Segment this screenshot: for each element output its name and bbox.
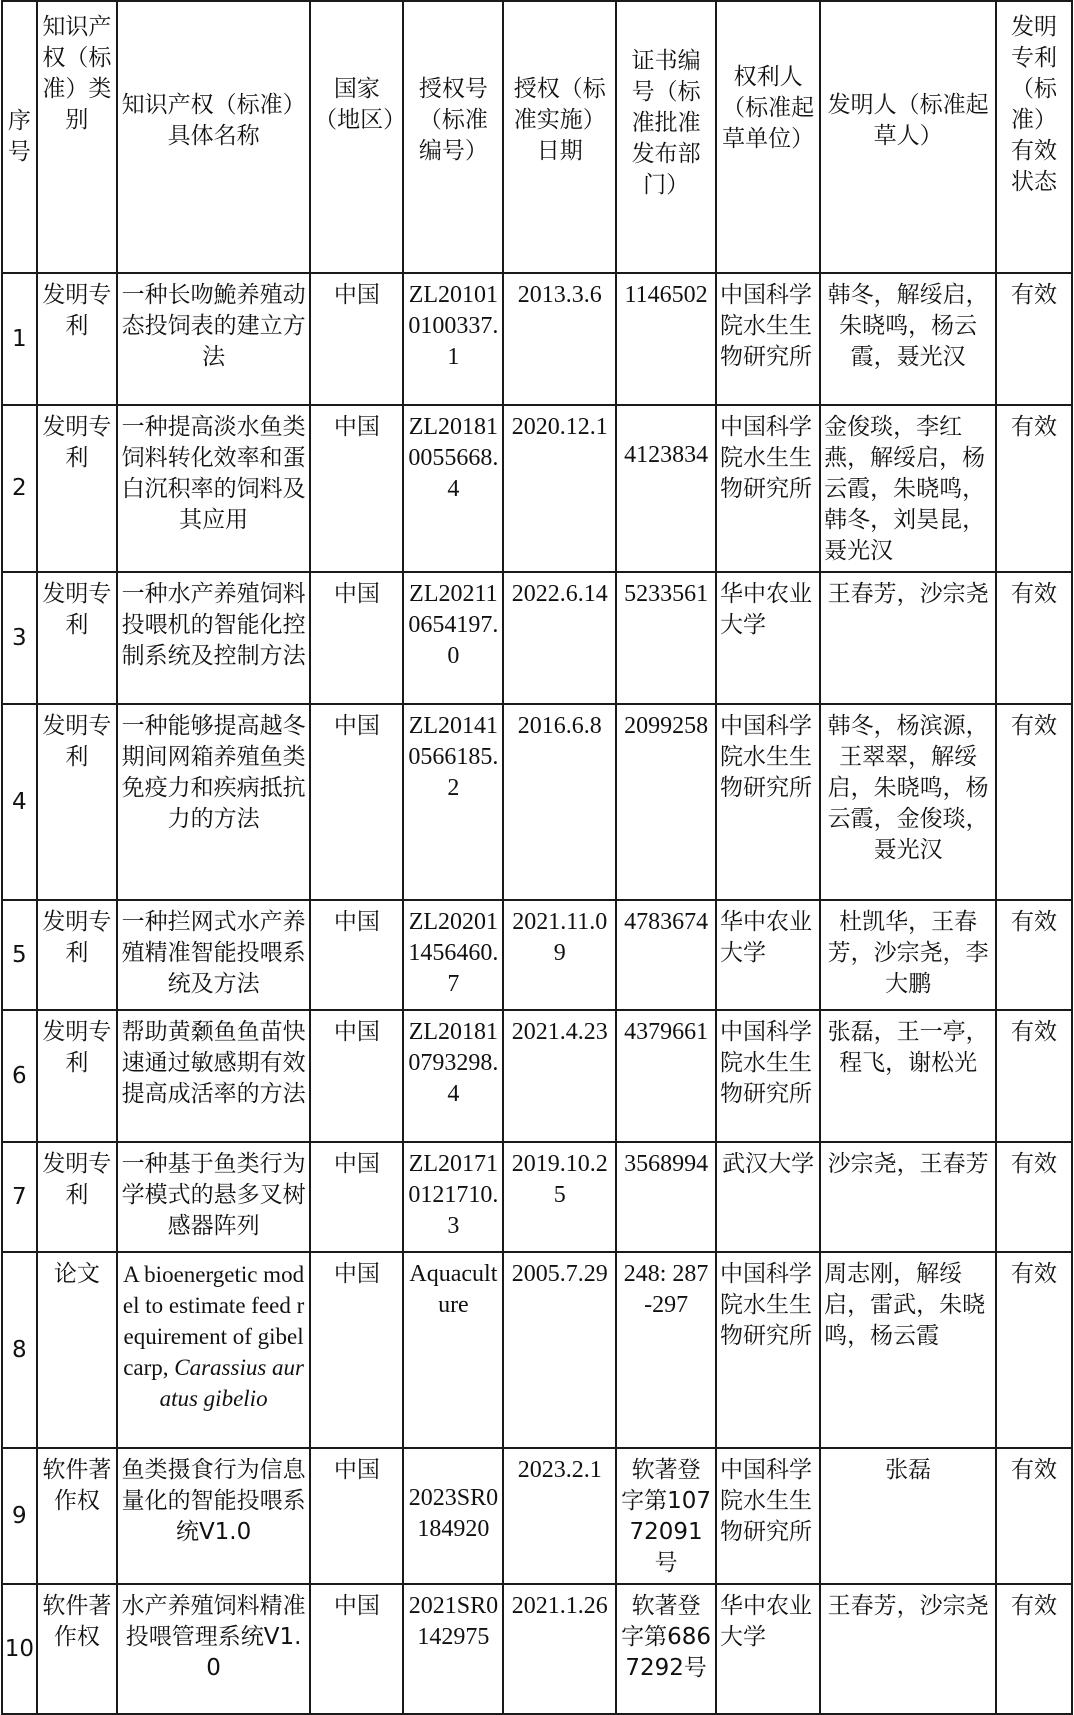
- table-row: [2, 405, 1072, 572]
- header-inventors: 发明人（标准起草人）: [820, 1, 996, 273]
- cell-name: 帮助黄颡鱼鱼苗快速通过敏感期有效提高成活率的方法: [117, 1010, 310, 1142]
- cell-date: 2021.4.23: [503, 1010, 616, 1142]
- cell-date: 2021.11.09: [503, 900, 616, 1010]
- cell-name: 一种水产养殖饲料投喂机的智能化控制系统及控制方法: [117, 572, 310, 704]
- cell-name: 一种提高淡水鱼类饲料转化效率和蛋白沉积率的饲料及其应用: [117, 405, 310, 572]
- cell-date: 2022.6.14: [503, 572, 616, 704]
- cell-auth-no: ZL201810055668.4: [403, 405, 503, 572]
- cell-status: 有效: [996, 1142, 1072, 1252]
- cell-status: 有效: [996, 1584, 1072, 1714]
- cell-name: 一种基于鱼类行为学模式的悬多叉树感器阵列: [117, 1142, 310, 1252]
- cell-holder: 中国科学院水生生物研究所: [716, 1010, 820, 1142]
- table-row: [2, 1584, 1072, 1714]
- cell-inventors: 周志刚，解绥启，雷武，朱晓鸣，杨云霞: [820, 1252, 996, 1448]
- cell-auth-no: Aquaculture: [403, 1252, 503, 1448]
- cell-category: 发明专利: [37, 1010, 117, 1142]
- cell-inventors: 王春芳，沙宗尧: [820, 572, 996, 704]
- cell-cert: 4783674: [616, 900, 716, 1010]
- cell-country: 中国: [310, 1448, 403, 1584]
- cell-auth-no: ZL202011456460.7: [403, 900, 503, 1010]
- cell-date: 2016.6.8: [503, 704, 616, 900]
- cell-seq: 8: [2, 1252, 37, 1448]
- cell-holder: 华中农业大学: [716, 900, 820, 1010]
- cell-auth-no: ZL201710121710.3: [403, 1142, 503, 1252]
- cell-auth-no: ZL201410566185.2: [403, 704, 503, 900]
- table-row: [2, 572, 1072, 704]
- cell-inventors: 张磊，王一亭，程飞，谢松光: [820, 1010, 996, 1142]
- cell-name: 一种长吻鮠养殖动态投饲表的建立方法: [117, 273, 310, 405]
- cell-cert: 3568994: [616, 1142, 716, 1252]
- table-row: [2, 1010, 1072, 1142]
- cell-category: 发明专利: [37, 273, 117, 405]
- cell-date: 2020.12.1: [503, 405, 616, 572]
- cell-name: 水产养殖饲料精准投喂管理系统V1.0: [117, 1584, 310, 1714]
- header-seq: 序号: [2, 1, 37, 273]
- cell-holder: 中国科学院水生生物研究所: [716, 1252, 820, 1448]
- cell-cert: 248: 287-297: [616, 1252, 716, 1448]
- cell-inventors: 金俊琰，李红燕，解绥启，杨云霞，朱晓鸣，韩冬，刘昊昆，聂光汉: [820, 405, 996, 572]
- cell-seq: 10: [2, 1584, 37, 1714]
- table-row: [2, 900, 1072, 1010]
- paper-title: A bioenergetic model to estimate feed requirement of gibel carp,: [122, 1262, 305, 1380]
- header-holder: 权利人（标准起草单位）: [716, 1, 820, 273]
- cell-seq: 2: [2, 405, 37, 572]
- cell-inventors: 沙宗尧，王春芳: [820, 1142, 996, 1252]
- cell-name: 鱼类摄食行为信息量化的智能投喂系统V1.0: [117, 1448, 310, 1584]
- cell-auth-no: ZL202110654197.0: [403, 572, 503, 704]
- cell-seq: 9: [2, 1448, 37, 1584]
- cell-status: 有效: [996, 704, 1072, 900]
- cell-category: 发明专利: [37, 1142, 117, 1252]
- cell-cert: 1146502: [616, 273, 716, 405]
- cell-auth-no: ZL201010100337.1: [403, 273, 503, 405]
- table-row: [2, 1448, 1072, 1584]
- cell-seq: 1: [2, 273, 37, 405]
- cell-cert: 5233561: [616, 572, 716, 704]
- cell-name: 一种拦网式水产养殖精准智能投喂系统及方法: [117, 900, 310, 1010]
- header-status: 发明专利（标准）有效状态: [996, 1, 1072, 273]
- header-cert: 证书编号（标准批准发布部门）: [616, 1, 716, 273]
- cell-category: 发明专利: [37, 572, 117, 704]
- cell-name: 一种能够提高越冬期间网箱养殖鱼类免疫力和疾病抵抗力的方法: [117, 704, 310, 900]
- cell-cert: 软著登字第6867292号: [616, 1584, 716, 1714]
- cell-inventors: 杜凯华，王春芳，沙宗尧，李大鹏: [820, 900, 996, 1010]
- cell-inventors: 张磊: [820, 1448, 996, 1584]
- cell-status: 有效: [996, 1448, 1072, 1584]
- cell-status: 有效: [996, 1252, 1072, 1448]
- cell-cert: 2099258: [616, 704, 716, 900]
- cell-inventors: 王春芳，沙宗尧: [820, 1584, 996, 1714]
- cell-date: 2021.1.26: [503, 1584, 616, 1714]
- cell-status: 有效: [996, 572, 1072, 704]
- cell-holder: 武汉大学: [716, 1142, 820, 1252]
- cell-holder: 华中农业大学: [716, 1584, 820, 1714]
- cell-category: 软件著作权: [37, 1448, 117, 1584]
- cell-inventors: 韩冬，杨滨源，王翠翠，解绥启，朱晓鸣，杨云霞，金俊琰，聂光汉: [820, 704, 996, 900]
- cell-category: 发明专利: [37, 704, 117, 900]
- cell-cert: 4123834: [616, 405, 716, 572]
- cell-country: 中国: [310, 1584, 403, 1714]
- ip-table: [1, 0, 1073, 1715]
- cell-country: 中国: [310, 1142, 403, 1252]
- cell-country: 中国: [310, 704, 403, 900]
- cell-name: [117, 1252, 310, 1448]
- cell-country: 中国: [310, 900, 403, 1010]
- cell-country: 中国: [310, 405, 403, 572]
- cell-holder: 中国科学院水生生物研究所: [716, 405, 820, 572]
- cell-status: 有效: [996, 1010, 1072, 1142]
- species-name: Carassius auratus gibelio: [159, 1355, 304, 1411]
- cell-country: 中国: [310, 1252, 403, 1448]
- table-row: [2, 704, 1072, 900]
- cell-category: 论文: [37, 1252, 117, 1448]
- cell-seq: 6: [2, 1010, 37, 1142]
- cell-category: 发明专利: [37, 405, 117, 572]
- cell-holder: 中国科学院水生生物研究所: [716, 273, 820, 405]
- cell-status: 有效: [996, 900, 1072, 1010]
- table-row: [2, 1252, 1072, 1448]
- cell-country: 中国: [310, 273, 403, 405]
- cell-holder: 华中农业大学: [716, 572, 820, 704]
- cell-category: 发明专利: [37, 900, 117, 1010]
- cell-cert: 软著登字第10772091号: [616, 1448, 716, 1584]
- cell-seq: 7: [2, 1142, 37, 1252]
- header-country: 国家（地区）: [310, 1, 403, 273]
- cell-holder: 中国科学院水生生物研究所: [716, 1448, 820, 1584]
- cell-cert: 4379661: [616, 1010, 716, 1142]
- table-header-row: [2, 1, 1072, 273]
- cell-seq: 4: [2, 704, 37, 900]
- cell-date: 2019.10.25: [503, 1142, 616, 1252]
- cell-auth-no: ZL201810793298.4: [403, 1010, 503, 1142]
- header-date: 授权（标准实施）日期: [503, 1, 616, 273]
- table-row: [2, 1142, 1072, 1252]
- header-name: 知识产权（标准）具体名称: [117, 1, 310, 273]
- cell-country: 中国: [310, 1010, 403, 1142]
- cell-holder: 中国科学院水生生物研究所: [716, 704, 820, 900]
- cell-seq: 3: [2, 572, 37, 704]
- cell-status: 有效: [996, 405, 1072, 572]
- table-row: [2, 273, 1072, 405]
- cell-category: 软件著作权: [37, 1584, 117, 1714]
- cell-date: 2023.2.1: [503, 1448, 616, 1584]
- header-category: 知识产权（标准）类别: [37, 1, 117, 273]
- cell-auth-no: 2021SR0142975: [403, 1584, 503, 1714]
- cell-country: 中国: [310, 572, 403, 704]
- header-auth-no: 授权号（标准编号）: [403, 1, 503, 273]
- cell-seq: 5: [2, 900, 37, 1010]
- cell-inventors: 韩冬，解绥启，朱晓鸣，杨云霞，聂光汉: [820, 273, 996, 405]
- cell-date: 2005.7.29: [503, 1252, 616, 1448]
- cell-date: 2013.3.6: [503, 273, 616, 405]
- cell-auth-no: 2023SR0184920: [403, 1448, 503, 1584]
- cell-status: 有效: [996, 273, 1072, 405]
